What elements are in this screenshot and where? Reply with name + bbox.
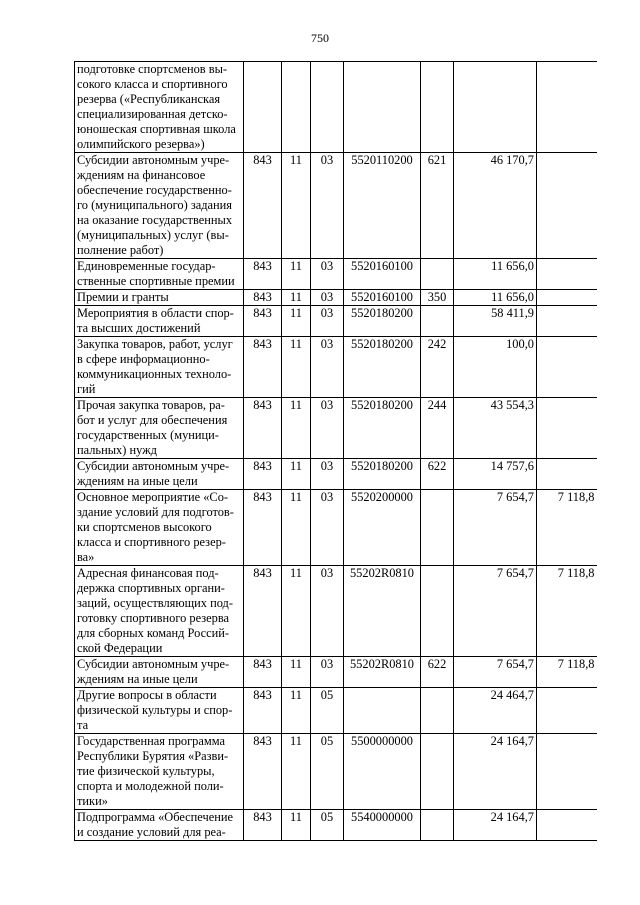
row-name-line: пальных) нужд xyxy=(77,443,157,457)
row-section-code: 11 xyxy=(282,337,311,398)
row-section-code xyxy=(282,62,311,153)
row-name-line: гий xyxy=(77,382,96,396)
row-section-code: 11 xyxy=(282,398,311,459)
row-name-line: Прочая закупка товаров, ра- xyxy=(77,398,225,412)
row-name-line: подготовке спортсменов вы- xyxy=(77,62,228,76)
row-target-article-code: 5500000000 xyxy=(344,734,421,810)
row-subsection-code: 03 xyxy=(311,306,344,337)
row-name xyxy=(75,306,244,337)
row-amount-2 xyxy=(537,398,597,459)
row-expense-type-code: 242 xyxy=(421,337,454,398)
row-subsection-code: 03 xyxy=(311,490,344,566)
row-name-line: спорта и молодежной поли- xyxy=(77,779,224,793)
row-amount-2: 7 118,8 xyxy=(537,490,597,566)
row-name-line: заций, осуществляющих под- xyxy=(77,596,233,610)
row-name-line: та высших достижений xyxy=(77,321,201,335)
table-row xyxy=(75,306,597,337)
row-ministry-code: 843 xyxy=(244,398,282,459)
row-ministry-code xyxy=(244,62,282,153)
row-target-article-code: 5520180200 xyxy=(344,398,421,459)
row-amount: 58 411,9 xyxy=(454,306,537,337)
row-ministry-code: 843 xyxy=(244,490,282,566)
row-target-article-code: 5520200000 xyxy=(344,490,421,566)
row-amount: 24 464,7 xyxy=(454,688,537,734)
row-amount-2 xyxy=(537,810,597,841)
row-name-line: олимпийского резерва») xyxy=(77,137,205,151)
row-name-line: ственные спортивные премии xyxy=(77,274,235,288)
row-expense-type-code: 622 xyxy=(421,657,454,688)
table-row xyxy=(75,688,597,734)
row-section-code: 11 xyxy=(282,566,311,657)
row-ministry-code: 843 xyxy=(244,290,282,306)
row-name-line: тие физической культуры, xyxy=(77,764,215,778)
row-name-line: Мероприятия в области спор- xyxy=(77,306,234,320)
row-name-line: сокого класса и спортивного xyxy=(77,77,228,91)
row-expense-type-code: 621 xyxy=(421,153,454,259)
row-name-line: полнение работ) xyxy=(77,243,164,257)
row-name-line: го (муниципального) задания xyxy=(77,198,233,212)
row-target-article-code: 5520180200 xyxy=(344,459,421,490)
row-name-line: Премии и гранты xyxy=(77,290,169,304)
row-amount: 7 654,7 xyxy=(454,490,537,566)
row-expense-type-code xyxy=(421,306,454,337)
row-section-code: 11 xyxy=(282,459,311,490)
row-name-line: Адресная финансовая под- xyxy=(77,566,219,580)
table-row xyxy=(75,62,597,153)
row-name-line: коммуникационных техноло- xyxy=(77,367,232,381)
row-name-line: ва» xyxy=(77,550,95,564)
row-amount: 7 654,7 xyxy=(454,566,537,657)
row-name-line: на оказание государственных xyxy=(77,213,233,227)
row-name xyxy=(75,337,244,398)
row-expense-type-code xyxy=(421,810,454,841)
row-expense-type-code xyxy=(421,490,454,566)
row-amount-2 xyxy=(537,259,597,290)
table-row xyxy=(75,810,597,841)
row-name-line: ждениям на финансовое xyxy=(77,168,206,182)
row-name-line: в сфере информационно- xyxy=(77,352,210,366)
row-name xyxy=(75,566,244,657)
row-ministry-code: 843 xyxy=(244,734,282,810)
row-ministry-code: 843 xyxy=(244,337,282,398)
row-name-line: юношеская спортивная школа xyxy=(77,122,236,136)
row-amount: 100,0 xyxy=(454,337,537,398)
row-amount: 24 164,7 xyxy=(454,734,537,810)
row-subsection-code: 05 xyxy=(311,688,344,734)
table-row xyxy=(75,657,597,688)
row-name xyxy=(75,62,244,153)
row-subsection-code: 05 xyxy=(311,734,344,810)
row-name-line: Субсидии автономным учре- xyxy=(77,459,230,473)
row-target-article-code: 5520110200 xyxy=(344,153,421,259)
row-name xyxy=(75,490,244,566)
row-section-code: 11 xyxy=(282,153,311,259)
row-subsection-code: 03 xyxy=(311,398,344,459)
table-row xyxy=(75,490,597,566)
row-name-line: бот и услуг для обеспечения xyxy=(77,413,228,427)
row-ministry-code: 843 xyxy=(244,688,282,734)
row-amount-2 xyxy=(537,337,597,398)
row-amount-2: 7 118,8 xyxy=(537,566,597,657)
row-name-line: Основное мероприятие «Со- xyxy=(77,490,229,504)
row-amount-2 xyxy=(537,62,597,153)
row-name-line: ждениям на иные цели xyxy=(77,672,198,686)
table-row xyxy=(75,337,597,398)
row-amount: 14 757,6 xyxy=(454,459,537,490)
table-row xyxy=(75,290,597,306)
table-row xyxy=(75,734,597,810)
row-ministry-code: 843 xyxy=(244,259,282,290)
row-ministry-code: 843 xyxy=(244,306,282,337)
row-name xyxy=(75,290,244,306)
row-subsection-code: 03 xyxy=(311,337,344,398)
row-expense-type-code: 350 xyxy=(421,290,454,306)
row-amount-2 xyxy=(537,734,597,810)
table-row xyxy=(75,153,597,259)
row-name-line: обеспечение государственно- xyxy=(77,183,232,197)
row-ministry-code: 843 xyxy=(244,566,282,657)
row-target-article-code: 5520180200 xyxy=(344,337,421,398)
row-target-article-code xyxy=(344,62,421,153)
row-amount-2 xyxy=(537,290,597,306)
row-subsection-code: 05 xyxy=(311,810,344,841)
row-section-code: 11 xyxy=(282,810,311,841)
row-target-article-code: 5540000000 xyxy=(344,810,421,841)
row-subsection-code: 03 xyxy=(311,259,344,290)
row-name-line: (муниципальных) услуг (вы- xyxy=(77,228,229,242)
row-section-code: 11 xyxy=(282,259,311,290)
row-section-code: 11 xyxy=(282,734,311,810)
row-name-line: ки спортсменов высокого xyxy=(77,520,212,534)
row-name-line: резерва («Республиканская xyxy=(77,92,221,106)
row-subsection-code: 03 xyxy=(311,566,344,657)
row-name-line: здание условий для подготов- xyxy=(77,505,234,519)
row-name-line: для сборных команд Россий- xyxy=(77,626,229,640)
row-amount: 11 656,0 xyxy=(454,259,537,290)
row-name xyxy=(75,459,244,490)
row-name-line: держка спортивных органи- xyxy=(77,581,225,595)
row-section-code: 11 xyxy=(282,490,311,566)
row-target-article-code: 5520180200 xyxy=(344,306,421,337)
row-name-line: государственных (муници- xyxy=(77,428,219,442)
row-name xyxy=(75,810,244,841)
row-name-line: готовку спортивного резерва xyxy=(77,611,230,625)
row-target-article-code: 5520160100 xyxy=(344,259,421,290)
row-name-line: и создание условий для реа- xyxy=(77,825,226,839)
row-amount: 43 554,3 xyxy=(454,398,537,459)
row-ministry-code: 843 xyxy=(244,810,282,841)
row-amount: 11 656,0 xyxy=(454,290,537,306)
row-section-code: 11 xyxy=(282,657,311,688)
table-row xyxy=(75,259,597,290)
row-name xyxy=(75,259,244,290)
row-subsection-code xyxy=(311,62,344,153)
row-expense-type-code xyxy=(421,259,454,290)
row-name-line: ждениям на иные цели xyxy=(77,474,198,488)
row-name-line: класса и спортивного резер- xyxy=(77,535,226,549)
row-name-line: Республики Бурятия «Разви- xyxy=(77,749,229,763)
row-name-line: Субсидии автономным учре- xyxy=(77,153,230,167)
table-row xyxy=(75,566,597,657)
row-ministry-code: 843 xyxy=(244,459,282,490)
row-amount: 46 170,7 xyxy=(454,153,537,259)
row-expense-type-code: 622 xyxy=(421,459,454,490)
row-section-code: 11 xyxy=(282,688,311,734)
row-name-line: Государственная программа xyxy=(77,734,225,748)
row-name xyxy=(75,153,244,259)
row-target-article-code: 5520160100 xyxy=(344,290,421,306)
row-amount xyxy=(454,62,537,153)
row-ministry-code: 843 xyxy=(244,153,282,259)
page-number: 750 xyxy=(311,31,329,45)
row-subsection-code: 03 xyxy=(311,153,344,259)
row-expense-type-code xyxy=(421,566,454,657)
row-name-line: тики» xyxy=(77,794,108,808)
row-target-article-code: 55202R0810 xyxy=(344,657,421,688)
row-amount-2: 7 118,8 xyxy=(537,657,597,688)
row-target-article-code: 55202R0810 xyxy=(344,566,421,657)
row-name-line: Подпрограмма «Обеспечение xyxy=(77,810,233,824)
row-expense-type-code xyxy=(421,734,454,810)
row-name xyxy=(75,688,244,734)
row-name-line: та xyxy=(77,718,89,732)
row-amount-2 xyxy=(537,459,597,490)
row-name-line: специализированная детско- xyxy=(77,107,228,121)
row-name-line: ской Федерации xyxy=(77,641,163,655)
row-expense-type-code xyxy=(421,688,454,734)
row-amount: 24 164,7 xyxy=(454,810,537,841)
row-name-line: Единовременные государ- xyxy=(77,259,216,273)
row-subsection-code: 03 xyxy=(311,657,344,688)
table-row xyxy=(75,398,597,459)
row-name-line: Закупка товаров, работ, услуг xyxy=(77,337,233,351)
row-name xyxy=(75,657,244,688)
row-expense-type-code: 244 xyxy=(421,398,454,459)
row-section-code: 11 xyxy=(282,290,311,306)
row-amount: 7 654,7 xyxy=(454,657,537,688)
row-ministry-code: 843 xyxy=(244,657,282,688)
row-name xyxy=(75,734,244,810)
budget-table xyxy=(74,61,597,841)
row-target-article-code xyxy=(344,688,421,734)
row-section-code: 11 xyxy=(282,306,311,337)
row-name-line: физической культуры и спор- xyxy=(77,703,233,717)
row-name-line: Другие вопросы в области xyxy=(77,688,217,702)
row-amount-2 xyxy=(537,153,597,259)
row-name-line: Субсидии автономным учре- xyxy=(77,657,230,671)
row-subsection-code: 03 xyxy=(311,290,344,306)
row-subsection-code: 03 xyxy=(311,459,344,490)
row-name xyxy=(75,398,244,459)
table-row xyxy=(75,459,597,490)
row-expense-type-code xyxy=(421,62,454,153)
row-amount-2 xyxy=(537,306,597,337)
row-amount-2 xyxy=(537,688,597,734)
